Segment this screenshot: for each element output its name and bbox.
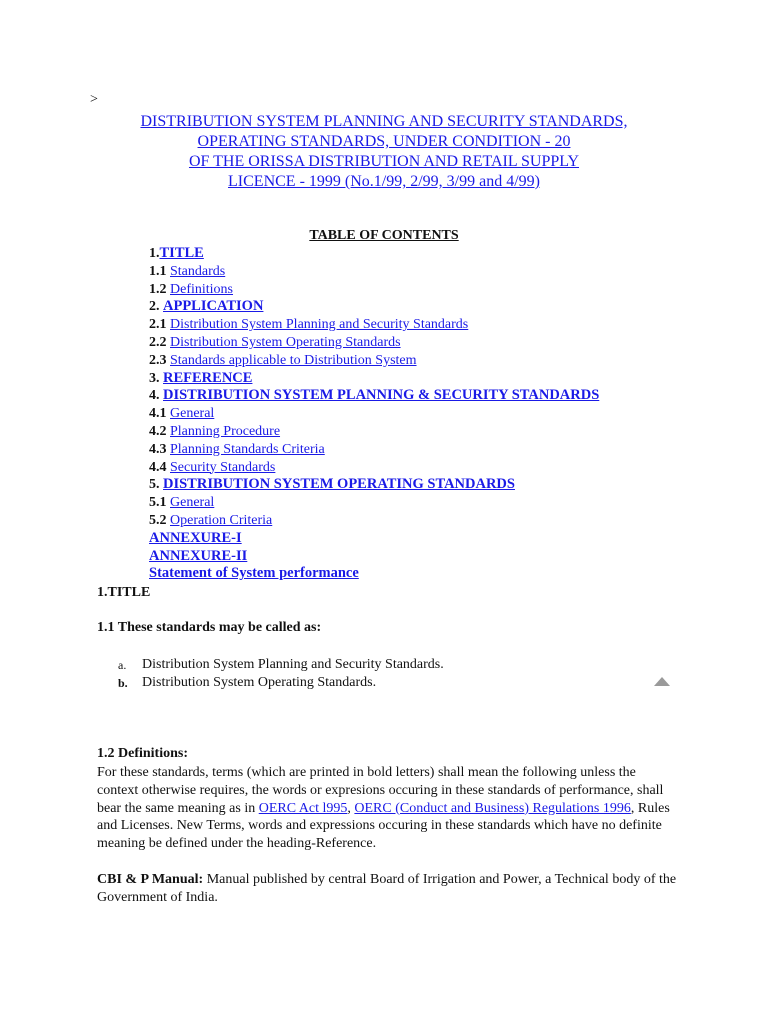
toc-row	[149, 494, 599, 512]
toc-number: 2.1	[149, 317, 170, 333]
toc-number: 5.1	[149, 495, 170, 511]
toc-link[interactable]: DISTRIBUTION SYSTEM OPERATING STANDARDS	[163, 476, 515, 493]
toc-heading: TABLE OF CONTENTS	[309, 228, 459, 243]
para-text: For these standards, terms (which are printed in bold letters) shall mean the following unless the context otherwise requires, the words or expresions occuring in these standards of performance, shall bear the same meaning as in	[97, 765, 664, 816]
list-marker: a.	[118, 658, 127, 672]
toc-link[interactable]: REFERENCE	[163, 369, 253, 386]
document-title	[0, 112, 768, 192]
toc-number: 4.	[149, 388, 163, 404]
cbi-term: CBI & P Manual:	[97, 872, 204, 887]
list-item	[118, 674, 444, 692]
toc-number: 1.1	[149, 263, 170, 279]
toc-row	[149, 245, 599, 263]
toc-link[interactable]: Distribution System Planning and Security Standards	[170, 317, 469, 333]
scroll-to-top-icon[interactable]	[654, 677, 670, 686]
toc-number: 4.4	[149, 459, 170, 475]
toc-number: 1.	[149, 246, 160, 261]
toc-row	[149, 387, 599, 405]
list-item	[118, 656, 444, 674]
toc-link[interactable]: Distribution System Operating Standards	[170, 334, 401, 350]
toc-row	[149, 405, 599, 423]
section-1-2-heading: 1.2 Definitions:	[97, 746, 188, 761]
toc-number: 2.	[149, 299, 163, 315]
title-line-1[interactable]: DISTRIBUTION SYSTEM PLANNING AND SECURITY STANDARDS,	[140, 113, 628, 130]
toc-row	[149, 548, 599, 566]
toc-link[interactable]: TITLE	[159, 245, 204, 261]
toc-number: 1.2	[149, 281, 170, 297]
toc-number: 5.	[149, 477, 163, 493]
cbi-definition	[97, 871, 677, 907]
toc-number: 4.1	[149, 406, 170, 422]
toc-link[interactable]: ANNEXURE-II	[149, 547, 248, 564]
para-sep: ,	[347, 800, 355, 816]
standards-list	[118, 656, 444, 692]
oerc-regulations-link[interactable]: OERC (Conduct and Business) Regulations 1996	[354, 800, 631, 816]
title-line-4[interactable]: LICENCE - 1999 (No.1/99, 2/99, 3/99 and 4/99)	[228, 173, 540, 190]
list-item-text: Distribution System Operating Standards.	[142, 675, 377, 690]
toc-row	[149, 370, 599, 388]
cbi-text: Manual published by central Board of Irrigation and Power, a Technical body of the Government of India.	[97, 872, 677, 905]
toc-link[interactable]: Planning Standards Criteria	[170, 441, 325, 457]
toc-row	[149, 281, 599, 299]
table-of-contents	[149, 245, 599, 583]
toc-link[interactable]: Security Standards	[170, 459, 276, 475]
toc-row	[149, 476, 599, 494]
toc-row	[149, 565, 599, 583]
toc-link[interactable]: Statement of System performance	[149, 565, 359, 582]
toc-link[interactable]: Planning Procedure	[170, 423, 281, 439]
definitions-paragraph	[97, 764, 677, 853]
list-marker: b.	[118, 676, 128, 690]
toc-link[interactable]: General	[170, 406, 215, 422]
toc-row	[149, 512, 599, 530]
para-text-after: , Rules and Licenses. New Terms, words and expressions occuring in these standards which have no definite meaning be defined under the heading-Reference.	[97, 800, 670, 852]
toc-row	[149, 316, 599, 334]
toc-number: 3.	[149, 370, 163, 386]
toc-link[interactable]: Definitions	[170, 281, 233, 297]
list-item-text: Distribution System Planning and Security Standards.	[142, 657, 444, 672]
toc-number: 2.2	[149, 334, 170, 350]
toc-row	[149, 459, 599, 477]
toc-link[interactable]: Operation Criteria	[170, 512, 273, 528]
toc-row	[149, 298, 599, 316]
section-1-1-heading: 1.1 These standards may be called as:	[97, 620, 322, 635]
toc-link[interactable]: Standards applicable to Distribution System	[170, 352, 417, 368]
section-title-heading: 1.TITLE	[97, 585, 151, 600]
toc-link[interactable]: ANNEXURE-I	[149, 529, 242, 546]
breadcrumb-marker: >	[90, 92, 98, 107]
toc-link[interactable]: DISTRIBUTION SYSTEM PLANNING & SECURITY STANDARDS	[163, 387, 600, 404]
title-line-3[interactable]: OF THE ORISSA DISTRIBUTION AND RETAIL SUPPLY	[188, 153, 580, 170]
toc-number: 4.2	[149, 423, 170, 439]
toc-link[interactable]: General	[170, 495, 215, 511]
toc-row	[149, 263, 599, 281]
toc-number: 4.3	[149, 441, 170, 457]
toc-row	[149, 423, 599, 441]
toc-link[interactable]: APPLICATION	[163, 298, 264, 315]
title-line-2[interactable]: OPERATING STANDARDS, UNDER CONDITION - 20	[197, 133, 571, 150]
toc-row	[149, 352, 599, 370]
toc-row	[149, 441, 599, 459]
toc-row	[149, 334, 599, 352]
oerc-act-link[interactable]: OERC Act l995	[258, 800, 348, 816]
toc-number: 5.2	[149, 512, 170, 528]
toc-link[interactable]: Standards	[170, 263, 226, 279]
toc-number: 2.3	[149, 352, 170, 368]
toc-row	[149, 530, 599, 548]
